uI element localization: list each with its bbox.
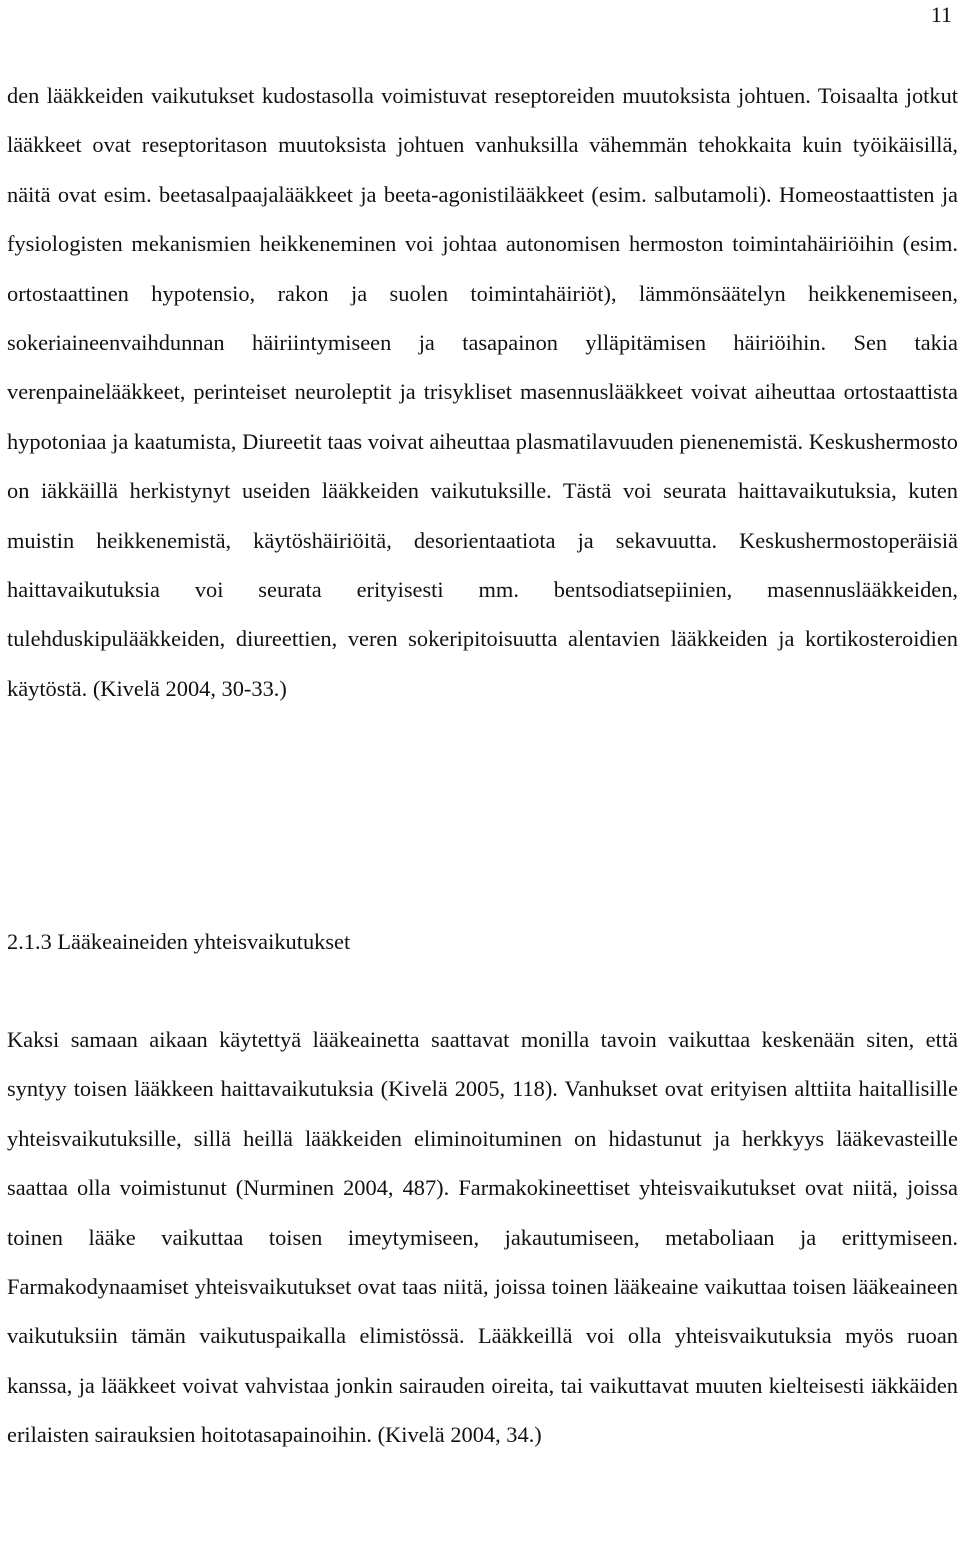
intro-paragraph: den lääkkeiden vaikutukset kudostasolla voimistuvat reseptoreiden muutoksista johtuen. Toisaalta jotkut lääkkeet ovat reseptoritason muutoksista johtuen vanhuksilla vähemmän tehokkaita kuin työikäisillä, näitä ovat esim. beetasalpaajalääkkeet ja beeta-agonistilääkkeet (esim. salbutamoli). Homeostaattisten ja fysiologisten mekanismien heikkeneminen voi johtaa autonomisen hermoston toimintahäiriöihin (esim. ortostaattinen hypotensio, rakon ja suolen toimintahäiriöt), lämmönsäätelyn heikkenemiseen, sokeriaineenvaihdunnan häiriintymiseen ja tasapainon ylläpitämisen häiriöihin. Sen takia verenpainelääkkeet, perinteiset neuroleptit ja trisykliset masennuslääkkeet voivat aiheuttaa ortostaattista hypotoniaa ja kaatumista, Diureetit taas voivat aiheuttaa plasmatilavuuden pienenemistä. Keskushermosto on iäkkäillä herkistynyt useiden lääkkeiden vaikutuksille. Tästä voi seurata haittavaikutuksia, kuten muistin heikkenemistä, käytöshäiriöitä, desorientaatiota ja sekavuutta. Keskushermostoperäisiä haittavaikutuksia voi seurata erityisesti mm. bentsodiatsepiinien, masennuslääkkeiden, tulehduskipulääkkeiden, diureettien, veren sokeripitoisuutta alentavien lääkkeiden ja kortikosteroidien käytöstä. (Kivelä 2004, 30-33.) xyxy=(7,83,958,701)
body-paragraph: Kaksi samaan aikaan käytettyä lääkeainetta saattavat monilla tavoin vaikuttaa keskenään siten, että syntyy toisen lääkkeen haittavaikutuksia (Kivelä 2005, 118). Vanhukset ovat erityisen alttiita haitallisille yhteisvaikutuksille, sillä heillä lääkkeiden eliminoituminen on hidastunut ja herkkyys lääkevasteille saattaa olla voimistunut (Nurminen 2004, 487). Farmakokineettiset yhteisvaikutukset ovat niitä, joissa toinen lääke vaikuttaa toisen imeytymiseen, jakautumiseen, metaboliaan ja erittymiseen. Farmakodynaamiset yhteisvaikutukset ovat taas niitä, joissa toinen lääkeaine vaikuttaa toisen lääkeaineen vaikutuksiin tämän vaikutuspaikalla elimistössä. Lääkkeillä voi olla yhteisvaikutuksia myös ruoan kanssa, ja lääkkeet voivat vahvistaa jonkin sairauden oireita, tai vaikuttavat muuten kielteisesti iäkkäiden erilaisten sairauksien hoitotasapainoihin. (Kivelä 2004, 34.) xyxy=(7,1027,958,1448)
page-number: 11 xyxy=(930,2,952,27)
section-heading: 2.1.3 Lääkeaineiden yhteisvaikutukset xyxy=(7,929,351,954)
